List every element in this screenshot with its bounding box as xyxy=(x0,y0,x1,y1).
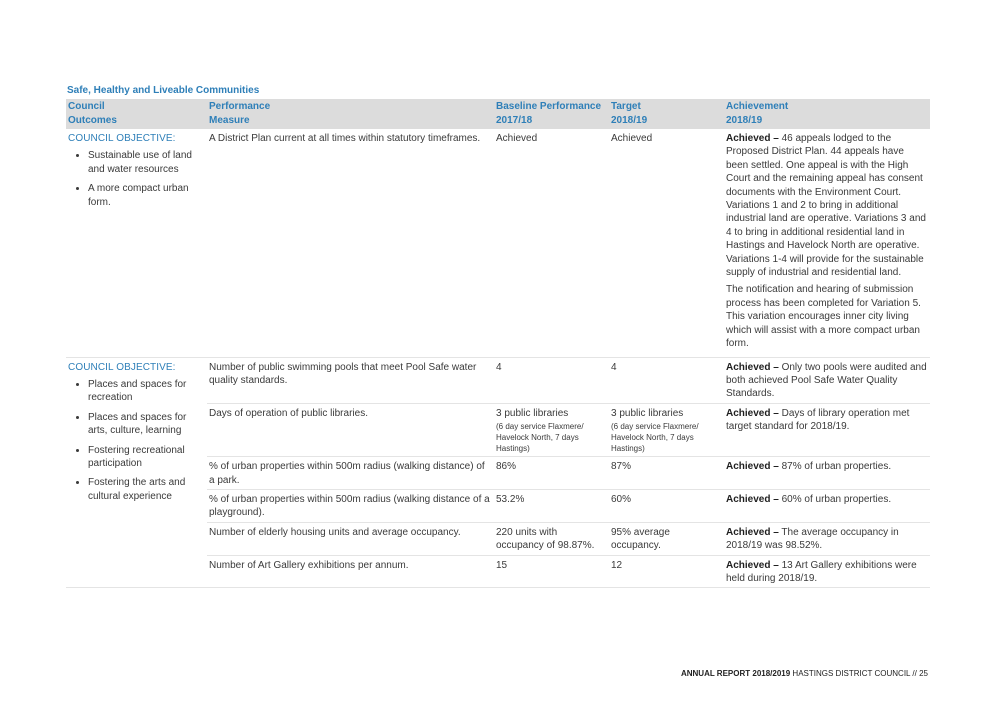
baseline-cell: 53.2% xyxy=(494,489,609,522)
page-footer xyxy=(681,669,928,678)
list-item: • Fostering recreational participation xyxy=(88,444,205,471)
measure-cell: Number of public swimming pools that meet Pool Safe water quality standards. xyxy=(207,357,494,403)
achievement-text: Days of library operation met target standard for 2018/19. xyxy=(726,407,910,433)
list-item: • Fostering the arts and cultural experience xyxy=(88,476,205,503)
achievement-label: Achieved – xyxy=(726,461,779,473)
measure-cell: Number of Art Gallery exhibitions per annum. xyxy=(207,555,494,588)
achievement-text: 46 appeals lodged to the Proposed District Plan. 44 appeals have been settled. One appeal is with the High Court and the remaining appeal has consent documents with the Environment Court. Variations 1 and 2 to bring in additional industrial land are operative. Variations 3 and 4 to bring in additional residential land in Hastings and Havelock North are operative. Variations 1-4 will provide for the sustainable supply of industrial and residential land. xyxy=(726,133,926,279)
target-cell: 4 xyxy=(609,357,724,403)
achievement-cell xyxy=(724,357,930,403)
measure-cell: A District Plan current at all times within statutory timeframes. xyxy=(207,129,494,357)
measure-cell: % of urban properties within 500m radius (walking distance) of a park. xyxy=(207,457,494,490)
achievement-text: 13 Art Gallery exhibitions were held during 2018/19. xyxy=(726,559,917,584)
list-item: • Places and spaces for recreation xyxy=(88,378,205,405)
council-outcome-cell xyxy=(66,129,207,357)
achievement-label: Achieved – xyxy=(726,493,779,505)
footer-council-page: HASTINGS DISTRICT COUNCIL // 25 xyxy=(790,669,928,678)
achievement-text: The notification and hearing of submission process has been completed for Variation 5. This variation encourages inner city living which will assist with a more compact urban form. xyxy=(726,284,921,350)
list-item: • Places and spaces for arts, culture, learning xyxy=(88,411,205,438)
measure-cell: % of urban properties within 500m radius (walking distance of a playground). xyxy=(207,489,494,522)
achievement-cell xyxy=(724,129,930,357)
baseline-cell: 220 units with occupancy of 98.87%. xyxy=(494,522,609,555)
baseline-cell: Achieved xyxy=(494,129,609,357)
target-cell: 95% average occupancy. xyxy=(609,522,724,555)
baseline-cell: 4 xyxy=(494,357,609,403)
council-outcome-cell xyxy=(66,357,207,588)
achievement-label: Achieved – xyxy=(726,361,779,373)
target-cell: 87% xyxy=(609,457,724,490)
baseline-cell: 86% xyxy=(494,457,609,490)
table-header-row xyxy=(66,99,930,129)
table-row xyxy=(66,357,930,403)
achievement-text: Only two pools were audited and both achieved Pool Safe Water Quality Standards. xyxy=(726,361,927,400)
objective-list xyxy=(68,378,205,503)
baseline-note: (6 day service Flaxmere/ Havelock North, 7 days Hastings) xyxy=(496,422,584,454)
council-objective-label: COUNCIL OBJECTIVE: xyxy=(68,133,176,144)
achievement-label: Achieved – xyxy=(726,526,779,538)
achievement-cell xyxy=(724,555,930,588)
list-item: • Sustainable use of land and water resources xyxy=(88,149,205,176)
achievement-cell xyxy=(724,457,930,490)
measure-cell: Days of operation of public libraries. xyxy=(207,403,494,456)
council-objective-label: COUNCIL OBJECTIVE: xyxy=(68,361,176,373)
achievement-text: 60% of urban properties. xyxy=(778,493,892,505)
achievement-cell xyxy=(724,522,930,555)
achievement-text: 87% of urban properties. xyxy=(778,461,892,473)
performance-table xyxy=(66,99,930,588)
header-target: Target 2018/19 xyxy=(609,99,724,129)
baseline-cell: 15 xyxy=(494,555,609,588)
header-council-outcomes: Council Outcomes xyxy=(66,99,207,129)
achievement-label: Achieved – xyxy=(726,559,779,571)
achievement-label: Achieved – xyxy=(726,133,779,144)
header-performance-measure: Performance Measure xyxy=(207,99,494,129)
table-row xyxy=(66,129,930,357)
header-baseline-performance: Baseline Performance 2017/18 xyxy=(494,99,609,129)
achievement-text: The average occupancy in 2018/19 was 98.52%. xyxy=(726,526,899,552)
objective-list xyxy=(68,149,205,209)
target-cell: Achieved xyxy=(609,129,724,357)
target-note: (6 day service Flaxmere/ Havelock North, 7 days Hastings) xyxy=(611,422,699,454)
footer-report-title: ANNUAL REPORT 2018/2019 xyxy=(680,669,791,678)
header-achievement: Achievement 2018/19 xyxy=(724,99,930,129)
baseline-cell: 3 public libraries (6 day service Flaxmere/ Havelock North, 7 days Hastings) xyxy=(494,403,609,456)
achievement-label: Achieved – xyxy=(726,407,779,419)
achievement-cell xyxy=(724,403,930,456)
target-cell: 3 public libraries (6 day service Flaxmere/ Havelock North, 7 days Hastings) xyxy=(609,403,724,456)
target-cell: 12 xyxy=(609,555,724,588)
measure-cell: Number of elderly housing units and average occupancy. xyxy=(207,522,494,555)
list-item: • A more compact urban form. xyxy=(88,182,205,209)
section-title: Safe, Healthy and Liveable Communities xyxy=(67,85,260,96)
achievement-cell xyxy=(724,489,930,522)
target-cell: 60% xyxy=(609,489,724,522)
